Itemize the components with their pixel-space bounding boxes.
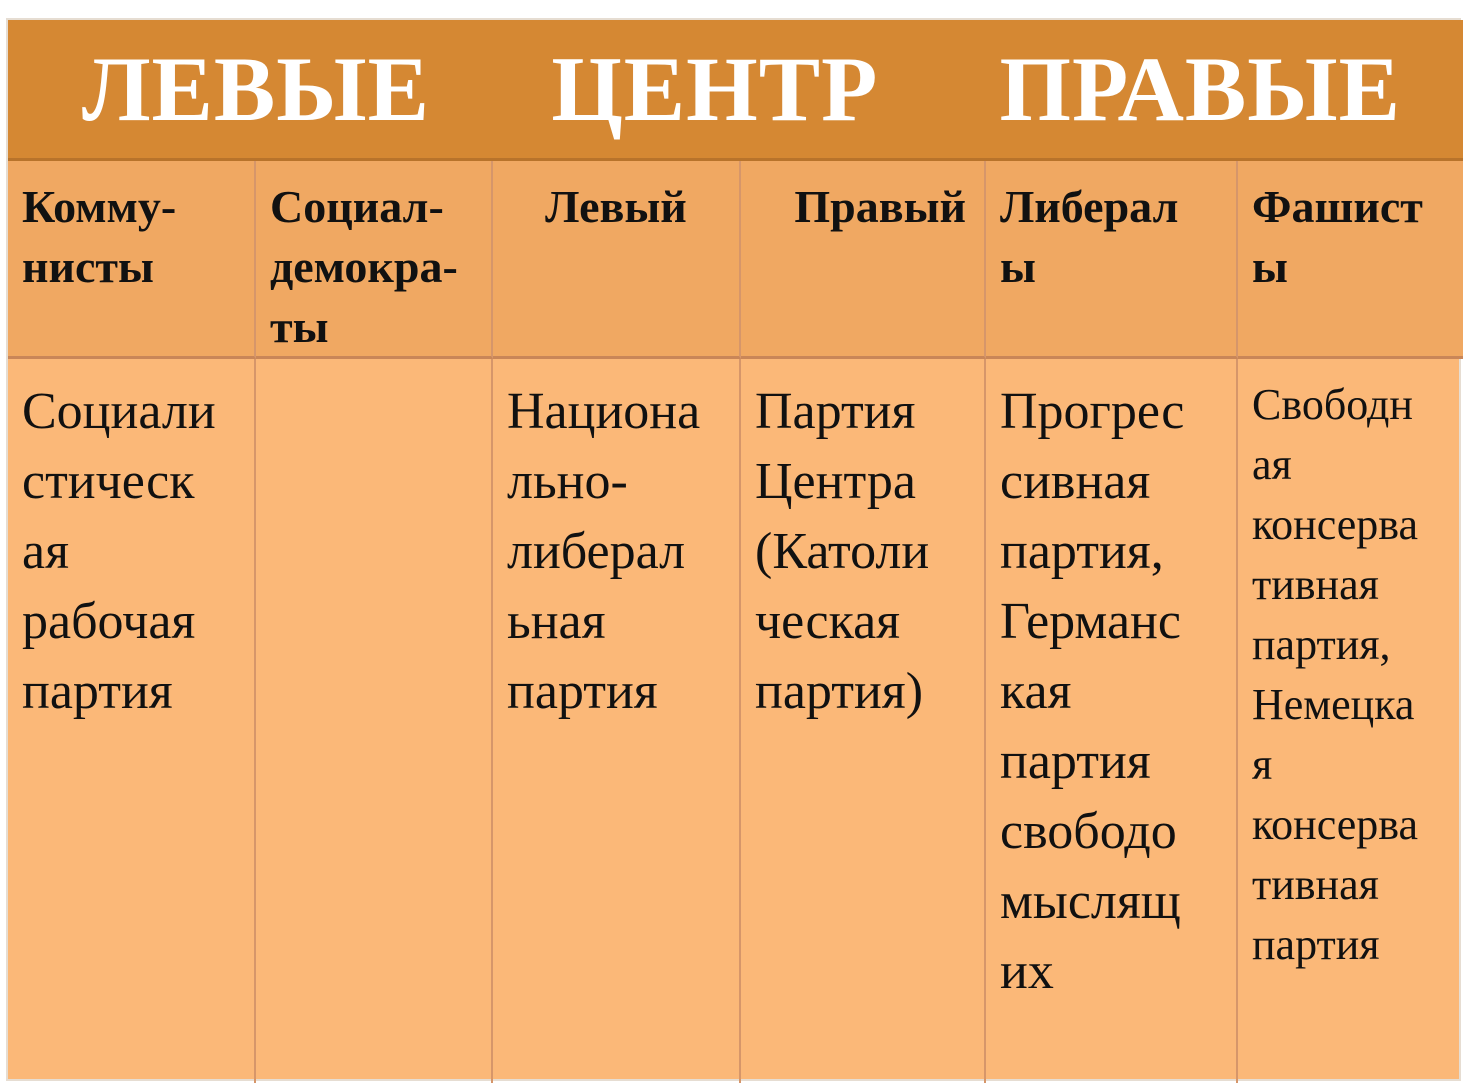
column-heading-social-democrats: Социал- демокра- ты — [256, 161, 493, 359]
header-center: ЦЕНТР — [551, 38, 879, 140]
party-cell-liberals: Прогрес сивная партия, Германс кая партия свободо мыслящ их — [986, 359, 1238, 1083]
party-cell-communists: Социали стическ ая рабочая партия — [8, 359, 256, 1083]
party-cell-fascists: Свободн ая консерва тивная партия, Немецка я консерва тивная партия — [1252, 380, 1419, 969]
column-heading-fascists: Фашист ы — [1238, 161, 1463, 359]
header-right: ПРАВЫЕ — [999, 38, 1401, 140]
parties-table — [6, 18, 1461, 1081]
title-row — [8, 20, 1463, 161]
header-left: ЛЕВЫЕ — [82, 38, 430, 140]
party-cell-social-democrats — [256, 359, 493, 1083]
column-heading-right-center: Правый — [741, 161, 986, 359]
column-heading-communists: Комму- нисты — [8, 161, 256, 359]
column-heading-liberals: Либерал ы — [986, 161, 1238, 359]
party-cell-right-center: Партия Центра (Католи ческая партия) — [741, 359, 986, 1083]
column-heading-left-center: Левый — [493, 161, 741, 359]
party-cell-left-center: Национа льно- либерал ьная партия — [493, 359, 741, 1083]
